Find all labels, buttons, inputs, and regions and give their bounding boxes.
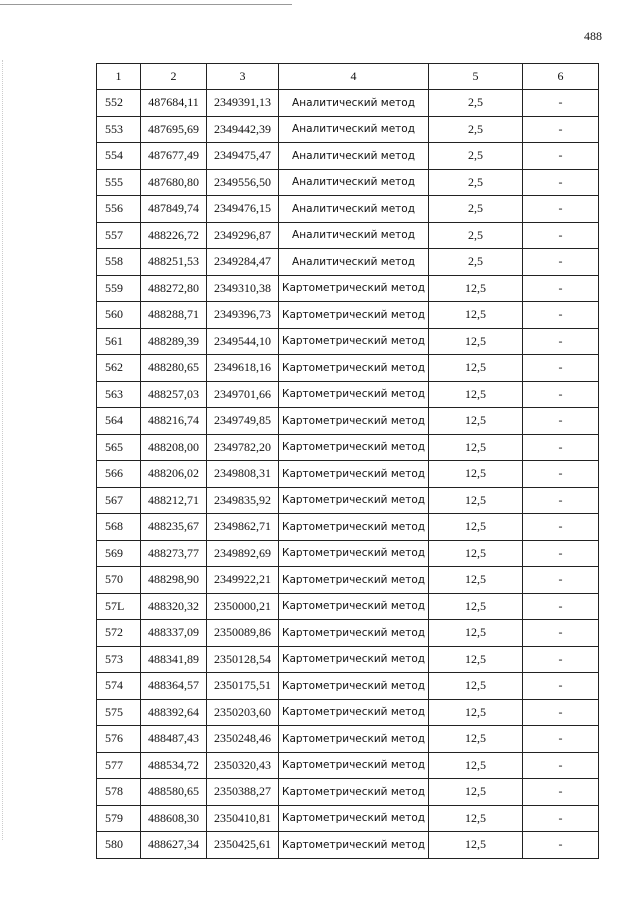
y-coordinate-cell: 2349284,47 xyxy=(207,249,279,276)
x-coordinate-cell: 488272,80 xyxy=(141,275,207,302)
accuracy-cell: 2,5 xyxy=(429,249,523,276)
note-cell: - xyxy=(523,646,599,673)
point-number-cell: 560 xyxy=(97,302,141,329)
y-coordinate-cell: 2349396,73 xyxy=(207,302,279,329)
x-coordinate-cell: 488280,65 xyxy=(141,355,207,382)
method-cell: Картометрический метод xyxy=(279,487,429,514)
accuracy-cell: 12,5 xyxy=(429,567,523,594)
note-cell: - xyxy=(523,620,599,647)
note-cell: - xyxy=(523,514,599,541)
accuracy-cell: 12,5 xyxy=(429,646,523,673)
method-cell: Картометрический метод xyxy=(279,779,429,806)
x-coordinate-cell: 488337,09 xyxy=(141,620,207,647)
x-coordinate-cell: 488273,77 xyxy=(141,540,207,567)
x-coordinate-cell: 487680,80 xyxy=(141,169,207,196)
table-row xyxy=(97,487,599,514)
header-cell-2: 2 xyxy=(141,64,207,90)
method-cell: Картометрический метод xyxy=(279,355,429,382)
y-coordinate-cell: 2349544,10 xyxy=(207,328,279,355)
accuracy-cell: 2,5 xyxy=(429,90,523,117)
method-cell: Аналитический метод xyxy=(279,169,429,196)
accuracy-cell: 2,5 xyxy=(429,116,523,143)
table-row xyxy=(97,196,599,223)
table-body xyxy=(97,90,599,859)
table-row xyxy=(97,805,599,832)
note-cell: - xyxy=(523,90,599,117)
method-cell: Картометрический метод xyxy=(279,514,429,541)
accuracy-cell: 2,5 xyxy=(429,196,523,223)
table-row xyxy=(97,408,599,435)
table-row xyxy=(97,726,599,753)
point-number-cell: 577 xyxy=(97,752,141,779)
x-coordinate-cell: 488206,02 xyxy=(141,461,207,488)
y-coordinate-cell: 2350410,81 xyxy=(207,805,279,832)
header-cell-1: 1 xyxy=(97,64,141,90)
x-coordinate-cell: 487677,49 xyxy=(141,143,207,170)
note-cell: - xyxy=(523,752,599,779)
point-number-cell: 572 xyxy=(97,620,141,647)
table-row xyxy=(97,699,599,726)
y-coordinate-cell: 2350248,46 xyxy=(207,726,279,753)
method-cell: Картометрический метод xyxy=(279,540,429,567)
header-cell-6: 6 xyxy=(523,64,599,90)
y-coordinate-cell: 2350175,51 xyxy=(207,673,279,700)
method-cell: Картометрический метод xyxy=(279,302,429,329)
table-row xyxy=(97,381,599,408)
header-cell-3: 3 xyxy=(207,64,279,90)
point-number-cell: 574 xyxy=(97,673,141,700)
y-coordinate-cell: 2349835,92 xyxy=(207,487,279,514)
table-row xyxy=(97,779,599,806)
point-number-cell: 558 xyxy=(97,249,141,276)
y-coordinate-cell: 2349310,38 xyxy=(207,275,279,302)
point-number-cell: 580 xyxy=(97,832,141,859)
method-cell: Картометрический метод xyxy=(279,646,429,673)
point-number-cell: 562 xyxy=(97,355,141,382)
scan-edge-mark xyxy=(2,60,3,840)
method-cell: Картометрический метод xyxy=(279,673,429,700)
method-cell: Картометрический метод xyxy=(279,567,429,594)
point-number-cell: 568 xyxy=(97,514,141,541)
method-cell: Аналитический метод xyxy=(279,196,429,223)
method-cell: Картометрический метод xyxy=(279,461,429,488)
y-coordinate-cell: 2350203,60 xyxy=(207,699,279,726)
table-row xyxy=(97,567,599,594)
method-cell: Картометрический метод xyxy=(279,328,429,355)
point-number-cell: 556 xyxy=(97,196,141,223)
note-cell: - xyxy=(523,196,599,223)
y-coordinate-cell: 2349476,15 xyxy=(207,196,279,223)
table-row xyxy=(97,90,599,117)
x-coordinate-cell: 488208,00 xyxy=(141,434,207,461)
x-coordinate-cell: 487695,69 xyxy=(141,116,207,143)
note-cell: - xyxy=(523,116,599,143)
accuracy-cell: 12,5 xyxy=(429,726,523,753)
point-number-cell: 566 xyxy=(97,461,141,488)
table-row xyxy=(97,673,599,700)
accuracy-cell: 12,5 xyxy=(429,487,523,514)
table-row xyxy=(97,593,599,620)
note-cell: - xyxy=(523,434,599,461)
x-coordinate-cell: 488341,89 xyxy=(141,646,207,673)
method-cell: Аналитический метод xyxy=(279,116,429,143)
method-cell: Картометрический метод xyxy=(279,593,429,620)
x-coordinate-cell: 487684,11 xyxy=(141,90,207,117)
note-cell: - xyxy=(523,805,599,832)
point-number-cell: 567 xyxy=(97,487,141,514)
accuracy-cell: 12,5 xyxy=(429,302,523,329)
note-cell: - xyxy=(523,699,599,726)
note-cell: - xyxy=(523,461,599,488)
point-number-cell: 563 xyxy=(97,381,141,408)
note-cell: - xyxy=(523,143,599,170)
point-number-cell: 557 xyxy=(97,222,141,249)
accuracy-cell: 12,5 xyxy=(429,434,523,461)
note-cell: - xyxy=(523,593,599,620)
y-coordinate-cell: 2349391,13 xyxy=(207,90,279,117)
x-coordinate-cell: 488216,74 xyxy=(141,408,207,435)
note-cell: - xyxy=(523,779,599,806)
point-number-cell: 573 xyxy=(97,646,141,673)
x-coordinate-cell: 488226,72 xyxy=(141,222,207,249)
table-row xyxy=(97,169,599,196)
x-coordinate-cell: 488627,34 xyxy=(141,832,207,859)
y-coordinate-cell: 2349296,87 xyxy=(207,222,279,249)
header-row xyxy=(97,64,599,90)
accuracy-cell: 12,5 xyxy=(429,381,523,408)
table-row xyxy=(97,832,599,859)
table-header xyxy=(97,64,599,90)
accuracy-cell: 12,5 xyxy=(429,275,523,302)
method-cell: Картометрический метод xyxy=(279,408,429,435)
note-cell: - xyxy=(523,328,599,355)
top-rule xyxy=(0,4,292,5)
table-row xyxy=(97,752,599,779)
x-coordinate-cell: 488289,39 xyxy=(141,328,207,355)
point-number-cell: 555 xyxy=(97,169,141,196)
table-row xyxy=(97,461,599,488)
accuracy-cell: 12,5 xyxy=(429,752,523,779)
note-cell: - xyxy=(523,673,599,700)
table-row xyxy=(97,275,599,302)
accuracy-cell: 12,5 xyxy=(429,779,523,806)
table-row xyxy=(97,646,599,673)
x-coordinate-cell: 488257,03 xyxy=(141,381,207,408)
note-cell: - xyxy=(523,487,599,514)
y-coordinate-cell: 2350089,86 xyxy=(207,620,279,647)
method-cell: Картометрический метод xyxy=(279,434,429,461)
note-cell: - xyxy=(523,832,599,859)
table-row xyxy=(97,434,599,461)
table-row xyxy=(97,222,599,249)
y-coordinate-cell: 2349808,31 xyxy=(207,461,279,488)
point-number-cell: 564 xyxy=(97,408,141,435)
x-coordinate-cell: 488251,53 xyxy=(141,249,207,276)
accuracy-cell: 12,5 xyxy=(429,408,523,435)
point-number-cell: 579 xyxy=(97,805,141,832)
x-coordinate-cell: 488580,65 xyxy=(141,779,207,806)
note-cell: - xyxy=(523,381,599,408)
table-row xyxy=(97,540,599,567)
x-coordinate-cell: 488212,71 xyxy=(141,487,207,514)
y-coordinate-cell: 2349862,71 xyxy=(207,514,279,541)
note-cell: - xyxy=(523,249,599,276)
table-row xyxy=(97,355,599,382)
accuracy-cell: 12,5 xyxy=(429,328,523,355)
accuracy-cell: 12,5 xyxy=(429,620,523,647)
method-cell: Аналитический метод xyxy=(279,249,429,276)
x-coordinate-cell: 488487,43 xyxy=(141,726,207,753)
y-coordinate-cell: 2350388,27 xyxy=(207,779,279,806)
note-cell: - xyxy=(523,222,599,249)
x-coordinate-cell: 488608,30 xyxy=(141,805,207,832)
accuracy-cell: 12,5 xyxy=(429,673,523,700)
note-cell: - xyxy=(523,302,599,329)
method-cell: Аналитический метод xyxy=(279,90,429,117)
point-number-cell: 553 xyxy=(97,116,141,143)
y-coordinate-cell: 2349782,20 xyxy=(207,434,279,461)
point-number-cell: 57L xyxy=(97,593,141,620)
table-row xyxy=(97,249,599,276)
method-cell: Картометрический метод xyxy=(279,381,429,408)
accuracy-cell: 12,5 xyxy=(429,514,523,541)
note-cell: - xyxy=(523,540,599,567)
method-cell: Картометрический метод xyxy=(279,805,429,832)
note-cell: - xyxy=(523,567,599,594)
y-coordinate-cell: 2349749,85 xyxy=(207,408,279,435)
x-coordinate-cell: 488534,72 xyxy=(141,752,207,779)
note-cell: - xyxy=(523,355,599,382)
accuracy-cell: 12,5 xyxy=(429,832,523,859)
x-coordinate-cell: 488288,71 xyxy=(141,302,207,329)
method-cell: Картометрический метод xyxy=(279,832,429,859)
accuracy-cell: 2,5 xyxy=(429,169,523,196)
method-cell: Картометрический метод xyxy=(279,699,429,726)
point-number-cell: 559 xyxy=(97,275,141,302)
x-coordinate-cell: 488298,90 xyxy=(141,567,207,594)
point-number-cell: 554 xyxy=(97,143,141,170)
header-cell-4: 4 xyxy=(279,64,429,90)
point-number-cell: 576 xyxy=(97,726,141,753)
y-coordinate-cell: 2349442,39 xyxy=(207,116,279,143)
accuracy-cell: 12,5 xyxy=(429,461,523,488)
y-coordinate-cell: 2350425,61 xyxy=(207,832,279,859)
y-coordinate-cell: 2349618,16 xyxy=(207,355,279,382)
note-cell: - xyxy=(523,408,599,435)
note-cell: - xyxy=(523,275,599,302)
table-row xyxy=(97,143,599,170)
method-cell: Картометрический метод xyxy=(279,726,429,753)
x-coordinate-cell: 488392,64 xyxy=(141,699,207,726)
point-number-cell: 578 xyxy=(97,779,141,806)
table-row xyxy=(97,328,599,355)
y-coordinate-cell: 2349701,66 xyxy=(207,381,279,408)
point-number-cell: 575 xyxy=(97,699,141,726)
point-number-cell: 552 xyxy=(97,90,141,117)
method-cell: Картометрический метод xyxy=(279,620,429,647)
point-number-cell: 565 xyxy=(97,434,141,461)
table-row xyxy=(97,620,599,647)
method-cell: Аналитический метод xyxy=(279,222,429,249)
y-coordinate-cell: 2349475,47 xyxy=(207,143,279,170)
table-row xyxy=(97,116,599,143)
accuracy-cell: 12,5 xyxy=(429,805,523,832)
coordinates-table xyxy=(96,63,599,859)
accuracy-cell: 12,5 xyxy=(429,593,523,620)
point-number-cell: 569 xyxy=(97,540,141,567)
x-coordinate-cell: 487849,74 xyxy=(141,196,207,223)
method-cell: Аналитический метод xyxy=(279,143,429,170)
accuracy-cell: 2,5 xyxy=(429,143,523,170)
point-number-cell: 570 xyxy=(97,567,141,594)
note-cell: - xyxy=(523,169,599,196)
accuracy-cell: 2,5 xyxy=(429,222,523,249)
y-coordinate-cell: 2349922,21 xyxy=(207,567,279,594)
accuracy-cell: 12,5 xyxy=(429,699,523,726)
y-coordinate-cell: 2350128,54 xyxy=(207,646,279,673)
accuracy-cell: 12,5 xyxy=(429,540,523,567)
table-row xyxy=(97,302,599,329)
table-row xyxy=(97,514,599,541)
x-coordinate-cell: 488320,32 xyxy=(141,593,207,620)
accuracy-cell: 12,5 xyxy=(429,355,523,382)
note-cell: - xyxy=(523,726,599,753)
y-coordinate-cell: 2349556,50 xyxy=(207,169,279,196)
x-coordinate-cell: 488235,67 xyxy=(141,514,207,541)
y-coordinate-cell: 2350000,21 xyxy=(207,593,279,620)
header-cell-5: 5 xyxy=(429,64,523,90)
y-coordinate-cell: 2349892,69 xyxy=(207,540,279,567)
x-coordinate-cell: 488364,57 xyxy=(141,673,207,700)
point-number-cell: 561 xyxy=(97,328,141,355)
page-number: 488 xyxy=(584,29,602,43)
method-cell: Картометрический метод xyxy=(279,275,429,302)
method-cell: Картометрический метод xyxy=(279,752,429,779)
y-coordinate-cell: 2350320,43 xyxy=(207,752,279,779)
